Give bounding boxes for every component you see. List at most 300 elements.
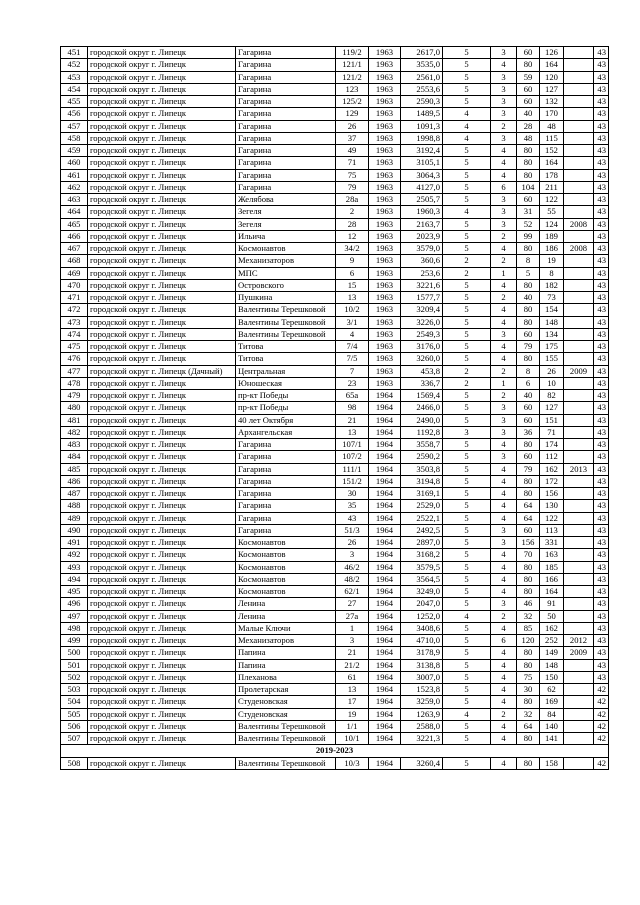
cell-residents: 172	[540, 475, 564, 487]
cell-row-number: 503	[61, 684, 88, 696]
cell-row-number: 508	[61, 757, 88, 769]
cell-year-built: 1963	[369, 120, 401, 132]
cell-residents: 158	[540, 757, 564, 769]
cell-total-area: 2561,0	[401, 71, 443, 83]
cell-entrances: 1	[491, 267, 517, 279]
cell-residents: 164	[540, 586, 564, 598]
cell-renovation-year	[564, 59, 594, 71]
cell-house-number: 43	[336, 512, 369, 524]
cell-row-number: 452	[61, 59, 88, 71]
cell-apartments: 46	[517, 598, 540, 610]
cell-renovation-year	[564, 206, 594, 218]
cell-floors: 2	[443, 267, 491, 279]
cell-total-area: 453,8	[401, 365, 443, 377]
cell-total-area: 1569,4	[401, 390, 443, 402]
cell-renovation-year	[564, 132, 594, 144]
cell-floors: 2	[443, 365, 491, 377]
cell-entrances: 3	[491, 132, 517, 144]
cell-apartments: 70	[517, 549, 540, 561]
cell-apartments: 64	[517, 512, 540, 524]
cell-house-number: 3	[336, 549, 369, 561]
cell-total-area: 2549,3	[401, 328, 443, 340]
cell-floors: 5	[443, 463, 491, 475]
cell-floors: 5	[443, 537, 491, 549]
cell-entrances: 4	[491, 696, 517, 708]
cell-entrances: 4	[491, 549, 517, 561]
cell-municipality: городской округ г. Липецк	[88, 120, 236, 132]
cell-street: Гагарина	[236, 181, 336, 193]
cell-total-area: 1252,0	[401, 610, 443, 622]
cell-priority-score: 43	[594, 157, 609, 169]
cell-apartments: 80	[517, 243, 540, 255]
cell-floors: 5	[443, 96, 491, 108]
cell-year-built: 1964	[369, 573, 401, 585]
cell-residents: 8	[540, 267, 564, 279]
table-body-after	[61, 757, 609, 769]
cell-year-built: 1964	[369, 757, 401, 769]
cell-total-area: 3221,6	[401, 279, 443, 291]
cell-street: Гагарина	[236, 108, 336, 120]
cell-municipality: городской округ г. Липецк	[88, 598, 236, 610]
cell-street: Плеханова	[236, 671, 336, 683]
cell-priority-score: 43	[594, 414, 609, 426]
cell-renovation-year	[564, 377, 594, 389]
cell-municipality: городской округ г. Липецк	[88, 377, 236, 389]
cell-entrances: 4	[491, 279, 517, 291]
cell-floors: 5	[443, 181, 491, 193]
cell-house-number: 121/2	[336, 71, 369, 83]
cell-municipality: городской округ г. Липецк	[88, 512, 236, 524]
cell-year-built: 1964	[369, 696, 401, 708]
cell-floors: 5	[443, 439, 491, 451]
cell-floors: 5	[443, 194, 491, 206]
cell-total-area: 3105,1	[401, 157, 443, 169]
cell-residents: 164	[540, 59, 564, 71]
cell-entrances: 2	[491, 120, 517, 132]
cell-entrances: 4	[491, 500, 517, 512]
cell-municipality: городской округ г. Липецк	[88, 304, 236, 316]
cell-renovation-year	[564, 451, 594, 463]
table-row	[61, 659, 609, 671]
cell-house-number: 65а	[336, 390, 369, 402]
cell-street: Титова	[236, 341, 336, 353]
cell-floors: 5	[443, 279, 491, 291]
table-row	[61, 561, 609, 573]
cell-total-area: 3176,0	[401, 341, 443, 353]
cell-year-built: 1963	[369, 96, 401, 108]
cell-municipality: городской округ г. Липецк	[88, 47, 236, 59]
cell-municipality: городской округ г. Липецк	[88, 610, 236, 622]
cell-floors: 5	[443, 292, 491, 304]
cell-residents: 152	[540, 145, 564, 157]
table-row	[61, 304, 609, 316]
cell-row-number: 500	[61, 647, 88, 659]
cell-apartments: 120	[517, 635, 540, 647]
cell-renovation-year	[564, 145, 594, 157]
cell-municipality: городской округ г. Липецк	[88, 390, 236, 402]
cell-house-number: 79	[336, 181, 369, 193]
cell-residents: 124	[540, 218, 564, 230]
cell-year-built: 1964	[369, 622, 401, 634]
cell-entrances: 4	[491, 512, 517, 524]
cell-house-number: 129	[336, 108, 369, 120]
cell-municipality: городской округ г. Липецк	[88, 292, 236, 304]
cell-floors: 5	[443, 488, 491, 500]
cell-year-built: 1963	[369, 169, 401, 181]
cell-floors: 4	[443, 610, 491, 622]
cell-year-built: 1963	[369, 218, 401, 230]
cell-entrances: 4	[491, 488, 517, 500]
table-row	[61, 635, 609, 647]
cell-row-number: 483	[61, 439, 88, 451]
cell-floors: 5	[443, 696, 491, 708]
cell-street: Гагарина	[236, 96, 336, 108]
cell-renovation-year	[564, 586, 594, 598]
cell-row-number: 476	[61, 353, 88, 365]
cell-entrances: 4	[491, 463, 517, 475]
cell-row-number: 484	[61, 451, 88, 463]
cell-renovation-year	[564, 439, 594, 451]
cell-street: Гагарина	[236, 439, 336, 451]
cell-total-area: 3221,3	[401, 733, 443, 745]
cell-street: Пролетарская	[236, 684, 336, 696]
period-row	[61, 745, 609, 757]
cell-floors: 5	[443, 647, 491, 659]
cell-apartments: 80	[517, 59, 540, 71]
cell-residents: 169	[540, 696, 564, 708]
cell-street: Архангельская	[236, 426, 336, 438]
cell-street: Валентины Терешковой	[236, 304, 336, 316]
cell-street: Студеновская	[236, 696, 336, 708]
cell-year-built: 1964	[369, 561, 401, 573]
cell-apartments: 40	[517, 108, 540, 120]
cell-year-built: 1963	[369, 377, 401, 389]
table-row	[61, 720, 609, 732]
table-row	[61, 586, 609, 598]
cell-renovation-year	[564, 622, 594, 634]
cell-total-area: 3579,0	[401, 243, 443, 255]
table-row	[61, 733, 609, 745]
cell-year-built: 1963	[369, 108, 401, 120]
table-row	[61, 647, 609, 659]
cell-apartments: 40	[517, 390, 540, 402]
cell-year-built: 1964	[369, 500, 401, 512]
cell-street: Валентины Терешковой	[236, 316, 336, 328]
cell-municipality: городской округ г. Липецк	[88, 316, 236, 328]
cell-year-built: 1964	[369, 488, 401, 500]
cell-floors: 5	[443, 659, 491, 671]
cell-priority-score: 43	[594, 206, 609, 218]
cell-residents: 174	[540, 439, 564, 451]
cell-house-number: 19	[336, 708, 369, 720]
cell-apartments: 80	[517, 573, 540, 585]
cell-apartments: 32	[517, 610, 540, 622]
cell-municipality: городской округ г. Липецк	[88, 561, 236, 573]
cell-floors: 4	[443, 120, 491, 132]
cell-street: Ленина	[236, 610, 336, 622]
cell-priority-score: 43	[594, 561, 609, 573]
cell-total-area: 3259,0	[401, 696, 443, 708]
cell-row-number: 486	[61, 475, 88, 487]
cell-priority-score: 43	[594, 451, 609, 463]
cell-street: Гагарина	[236, 524, 336, 536]
cell-year-built: 1964	[369, 647, 401, 659]
cell-renovation-year	[564, 194, 594, 206]
cell-renovation-year	[564, 71, 594, 83]
cell-row-number: 463	[61, 194, 88, 206]
cell-street: Островского	[236, 279, 336, 291]
cell-total-area: 1998,8	[401, 132, 443, 144]
table-row	[61, 145, 609, 157]
cell-row-number: 502	[61, 671, 88, 683]
cell-row-number: 451	[61, 47, 88, 59]
cell-renovation-year	[564, 414, 594, 426]
cell-street: Папина	[236, 659, 336, 671]
cell-total-area: 1577,7	[401, 292, 443, 304]
cell-priority-score: 43	[594, 524, 609, 536]
table-row	[61, 671, 609, 683]
cell-house-number: 121/1	[336, 59, 369, 71]
table-row	[61, 439, 609, 451]
cell-apartments: 156	[517, 537, 540, 549]
cell-house-number: 46/2	[336, 561, 369, 573]
cell-residents: 185	[540, 561, 564, 573]
cell-house-number: 37	[336, 132, 369, 144]
cell-house-number: 62/1	[336, 586, 369, 598]
cell-apartments: 32	[517, 708, 540, 720]
cell-municipality: городской округ г. Липецк	[88, 488, 236, 500]
cell-municipality: городской округ г. Липецк	[88, 218, 236, 230]
cell-total-area: 360,6	[401, 255, 443, 267]
cell-house-number: 26	[336, 537, 369, 549]
cell-residents: 141	[540, 733, 564, 745]
cell-house-number: 3/1	[336, 316, 369, 328]
cell-row-number: 493	[61, 561, 88, 573]
cell-street: Юношеская	[236, 377, 336, 389]
cell-municipality: городской округ г. Липецк	[88, 622, 236, 634]
cell-floors: 5	[443, 71, 491, 83]
cell-total-area: 2505,7	[401, 194, 443, 206]
cell-street: МПС	[236, 267, 336, 279]
cell-entrances: 4	[491, 573, 517, 585]
cell-municipality: городской округ г. Липецк	[88, 426, 236, 438]
cell-total-area: 3558,7	[401, 439, 443, 451]
cell-renovation-year	[564, 341, 594, 353]
cell-municipality: городской округ г. Липецк	[88, 71, 236, 83]
cell-year-built: 1963	[369, 145, 401, 157]
cell-entrances: 2	[491, 708, 517, 720]
cell-row-number: 458	[61, 132, 88, 144]
cell-apartments: 60	[517, 402, 540, 414]
cell-priority-score: 43	[594, 181, 609, 193]
cell-row-number: 471	[61, 292, 88, 304]
cell-house-number: 34/2	[336, 243, 369, 255]
cell-entrances: 4	[491, 243, 517, 255]
cell-total-area: 3007,0	[401, 671, 443, 683]
cell-apartments: 64	[517, 720, 540, 732]
cell-floors: 5	[443, 451, 491, 463]
cell-row-number: 464	[61, 206, 88, 218]
cell-row-number: 473	[61, 316, 88, 328]
cell-apartments: 79	[517, 341, 540, 353]
cell-priority-score: 43	[594, 169, 609, 181]
cell-priority-score: 43	[594, 71, 609, 83]
cell-floors: 5	[443, 145, 491, 157]
table-period-section	[61, 745, 609, 757]
table-row	[61, 377, 609, 389]
cell-house-number: 35	[336, 500, 369, 512]
cell-street: Центральная	[236, 365, 336, 377]
cell-year-built: 1964	[369, 451, 401, 463]
cell-renovation-year	[564, 390, 594, 402]
cell-renovation-year	[564, 353, 594, 365]
cell-street: Валентины Терешковой	[236, 733, 336, 745]
cell-floors: 2	[443, 255, 491, 267]
cell-total-area: 3535,0	[401, 59, 443, 71]
cell-residents: 150	[540, 671, 564, 683]
cell-year-built: 1964	[369, 610, 401, 622]
cell-row-number: 469	[61, 267, 88, 279]
cell-street: пр-кт Победы	[236, 390, 336, 402]
cell-floors: 5	[443, 684, 491, 696]
table-row	[61, 524, 609, 536]
cell-priority-score: 43	[594, 243, 609, 255]
cell-house-number: 125/2	[336, 96, 369, 108]
cell-street: Гагарина	[236, 169, 336, 181]
cell-priority-score: 43	[594, 365, 609, 377]
cell-house-number: 23	[336, 377, 369, 389]
cell-municipality: городской округ г. Липецк	[88, 451, 236, 463]
cell-priority-score: 43	[594, 96, 609, 108]
cell-total-area: 2553,6	[401, 83, 443, 95]
cell-year-built: 1963	[369, 353, 401, 365]
cell-apartments: 80	[517, 488, 540, 500]
cell-floors: 5	[443, 59, 491, 71]
cell-apartments: 80	[517, 279, 540, 291]
cell-priority-score: 43	[594, 549, 609, 561]
cell-residents: 175	[540, 341, 564, 353]
cell-floors: 5	[443, 635, 491, 647]
cell-priority-score: 43	[594, 292, 609, 304]
cell-floors: 5	[443, 475, 491, 487]
table-row	[61, 47, 609, 59]
cell-renovation-year	[564, 573, 594, 585]
cell-municipality: городской округ г. Липецк	[88, 696, 236, 708]
cell-house-number: 9	[336, 255, 369, 267]
cell-entrances: 3	[491, 537, 517, 549]
cell-house-number: 10/3	[336, 757, 369, 769]
cell-priority-score: 43	[594, 353, 609, 365]
cell-residents: 151	[540, 414, 564, 426]
cell-total-area: 1192,8	[401, 426, 443, 438]
table-row	[61, 83, 609, 95]
cell-municipality: городской округ г. Липецк	[88, 206, 236, 218]
cell-apartments: 80	[517, 439, 540, 451]
cell-renovation-year	[564, 316, 594, 328]
cell-apartments: 60	[517, 328, 540, 340]
cell-apartments: 80	[517, 659, 540, 671]
cell-apartments: 60	[517, 96, 540, 108]
cell-total-area: 4127,0	[401, 181, 443, 193]
cell-total-area: 2492,5	[401, 524, 443, 536]
cell-floors: 5	[443, 47, 491, 59]
cell-year-built: 1963	[369, 206, 401, 218]
cell-row-number: 491	[61, 537, 88, 549]
cell-apartments: 40	[517, 292, 540, 304]
cell-total-area: 3226,0	[401, 316, 443, 328]
cell-priority-score: 43	[594, 304, 609, 316]
cell-row-number: 485	[61, 463, 88, 475]
cell-house-number: 28a	[336, 194, 369, 206]
cell-entrances: 4	[491, 145, 517, 157]
cell-entrances: 4	[491, 439, 517, 451]
cell-apartments: 8	[517, 365, 540, 377]
cell-entrances: 2	[491, 610, 517, 622]
table-row	[61, 757, 609, 769]
cell-row-number: 474	[61, 328, 88, 340]
cell-priority-score: 43	[594, 341, 609, 353]
cell-entrances: 4	[491, 659, 517, 671]
cell-renovation-year	[564, 500, 594, 512]
cell-row-number: 459	[61, 145, 88, 157]
cell-floors: 5	[443, 598, 491, 610]
cell-house-number: 13	[336, 684, 369, 696]
cell-row-number: 461	[61, 169, 88, 181]
cell-house-number: 4	[336, 328, 369, 340]
cell-row-number: 501	[61, 659, 88, 671]
cell-renovation-year	[564, 696, 594, 708]
cell-total-area: 2490,0	[401, 414, 443, 426]
table-row	[61, 59, 609, 71]
table-row	[61, 255, 609, 267]
cell-entrances: 2	[491, 230, 517, 242]
cell-residents: 71	[540, 426, 564, 438]
cell-priority-score: 43	[594, 439, 609, 451]
cell-priority-score: 43	[594, 426, 609, 438]
cell-renovation-year	[564, 610, 594, 622]
cell-year-built: 1963	[369, 230, 401, 242]
cell-renovation-year	[564, 120, 594, 132]
cell-row-number: 468	[61, 255, 88, 267]
cell-apartments: 6	[517, 377, 540, 389]
cell-row-number: 496	[61, 598, 88, 610]
table-row	[61, 414, 609, 426]
cell-floors: 5	[443, 83, 491, 95]
cell-residents: 113	[540, 524, 564, 536]
cell-floors: 5	[443, 561, 491, 573]
cell-floors: 5	[443, 573, 491, 585]
cell-house-number: 123	[336, 83, 369, 95]
cell-house-number: 13	[336, 292, 369, 304]
table-row	[61, 365, 609, 377]
cell-entrances: 3	[491, 47, 517, 59]
cell-residents: 140	[540, 720, 564, 732]
cell-municipality: городской округ г. Липецк	[88, 157, 236, 169]
cell-total-area: 3249,0	[401, 586, 443, 598]
cell-floors: 5	[443, 402, 491, 414]
cell-row-number: 482	[61, 426, 88, 438]
housing-register-table	[60, 46, 609, 770]
cell-residents: 127	[540, 402, 564, 414]
cell-priority-score: 43	[594, 463, 609, 475]
cell-residents: 26	[540, 365, 564, 377]
cell-apartments: 8	[517, 255, 540, 267]
cell-house-number: 107/1	[336, 439, 369, 451]
cell-renovation-year	[564, 279, 594, 291]
cell-house-number: 21	[336, 414, 369, 426]
cell-residents: 132	[540, 96, 564, 108]
cell-street: Космонавтов	[236, 549, 336, 561]
